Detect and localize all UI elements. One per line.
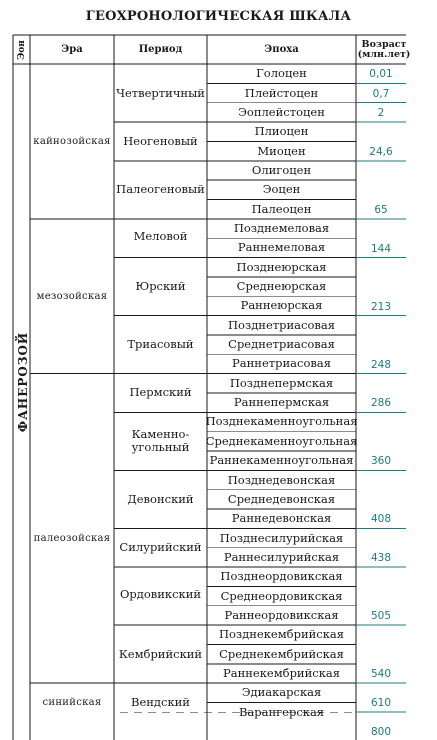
period-label: Вендский [131, 695, 190, 710]
age-label: 65 [374, 203, 388, 216]
epoch-label: Позднеордовикская [220, 569, 343, 584]
epoch-label: Эоплейстоцен [238, 104, 325, 119]
epoch-label: Среднетриасовая [228, 337, 335, 352]
epoch-label: Позднепермская [229, 375, 334, 390]
epoch-label: Среднекембрийская [219, 646, 344, 661]
era-label: синийская [42, 697, 102, 709]
period-label: Четвертичный [116, 85, 205, 100]
epoch-label: Палеоцен [251, 201, 312, 216]
epoch-label: Олигоцен [251, 162, 312, 177]
eon-label: ФАНЕРОЗОЙ [15, 331, 30, 433]
age-label: 610 [370, 697, 392, 710]
header-epoch: Эпоха [264, 43, 299, 55]
epoch-label: Позднемеловая [233, 220, 330, 235]
epoch-label: Позднетриасовая [228, 317, 335, 332]
epoch-label: Среднеюрская [236, 279, 327, 294]
epoch-label: Раннеордовикская [224, 607, 339, 622]
epoch-label: Плиоцен [254, 124, 309, 139]
age-label: 2 [377, 107, 385, 120]
period-label: Неогеновый [123, 133, 198, 148]
header-era: Эра [61, 43, 83, 55]
epoch-label: Эдиакарская [241, 685, 322, 700]
period-label: Триасовый [127, 337, 194, 352]
age-label: 213 [370, 300, 392, 313]
age-label: 540 [370, 668, 392, 681]
epoch-label: Раннекембрийская [222, 666, 341, 681]
header-age: Возраст (млн.лет) [357, 38, 411, 60]
period-label: Пермский [129, 385, 192, 400]
epoch-label: Позднедевонская [227, 472, 336, 487]
period-label: Кембрийский [118, 646, 203, 661]
age-label: 0,01 [369, 68, 393, 81]
epoch-label: Позднесилурийская [219, 530, 344, 545]
epoch-label: Раннедевонская [231, 511, 332, 526]
epoch-label: Раннесилурийская [223, 549, 340, 564]
epoch-label: Раннетриасовая [232, 356, 331, 371]
epoch-label: Голоцен [256, 66, 307, 81]
epoch-label: Среднеордовикская [220, 588, 343, 603]
era-label: палеозойская [33, 532, 111, 544]
age-label: 505 [370, 610, 392, 623]
epoch-label: Позднекембрийская [218, 627, 345, 642]
epoch-label: Раннекаменноугольная [209, 453, 354, 468]
epoch-label: Миоцен [257, 143, 306, 158]
header-period: Период [138, 43, 183, 55]
age-label: 24,6 [369, 145, 393, 158]
period-label: Силурийский [119, 540, 202, 555]
epoch-label: Эоцен [262, 182, 301, 197]
age-label: 408 [370, 513, 392, 526]
age-label: 144 [370, 242, 392, 255]
epoch-label: Позднекаменноугольная [205, 414, 358, 429]
epoch-label: Среднедевонская [227, 491, 336, 506]
period-label: Палеогеновый [116, 182, 205, 197]
period-label: Девонский [127, 491, 194, 506]
header-eon: Эон [16, 39, 27, 60]
period-label: Меловой [133, 228, 188, 243]
epoch-label: Раннеюрская [240, 298, 323, 313]
period-label: Каменно- угольный [131, 427, 190, 455]
epoch-label: Варангерская [238, 704, 325, 719]
age-label: 0,7 [372, 87, 390, 100]
epoch-label: Позднеюрская [236, 259, 327, 274]
age-label: 286 [370, 397, 392, 410]
era-label: кайнозойская [33, 135, 111, 147]
epoch-label: Раннепермская [233, 395, 330, 410]
age-label: 360 [370, 455, 392, 468]
epoch-label: Раннемеловая [237, 240, 326, 255]
age-label: 248 [370, 358, 392, 371]
age-label: 800 [370, 726, 392, 739]
epoch-label: Среднекаменноугольная [205, 433, 358, 448]
period-label: Ордовикский [119, 586, 202, 601]
epoch-label: Плейстоцен [244, 85, 319, 100]
period-label: Юрский [135, 279, 186, 294]
age-label: 438 [370, 552, 392, 565]
era-label: мезозойская [36, 290, 108, 302]
chart-title: ГЕОХРОНОЛОГИЧЕСКАЯ ШКАЛА [85, 9, 352, 24]
